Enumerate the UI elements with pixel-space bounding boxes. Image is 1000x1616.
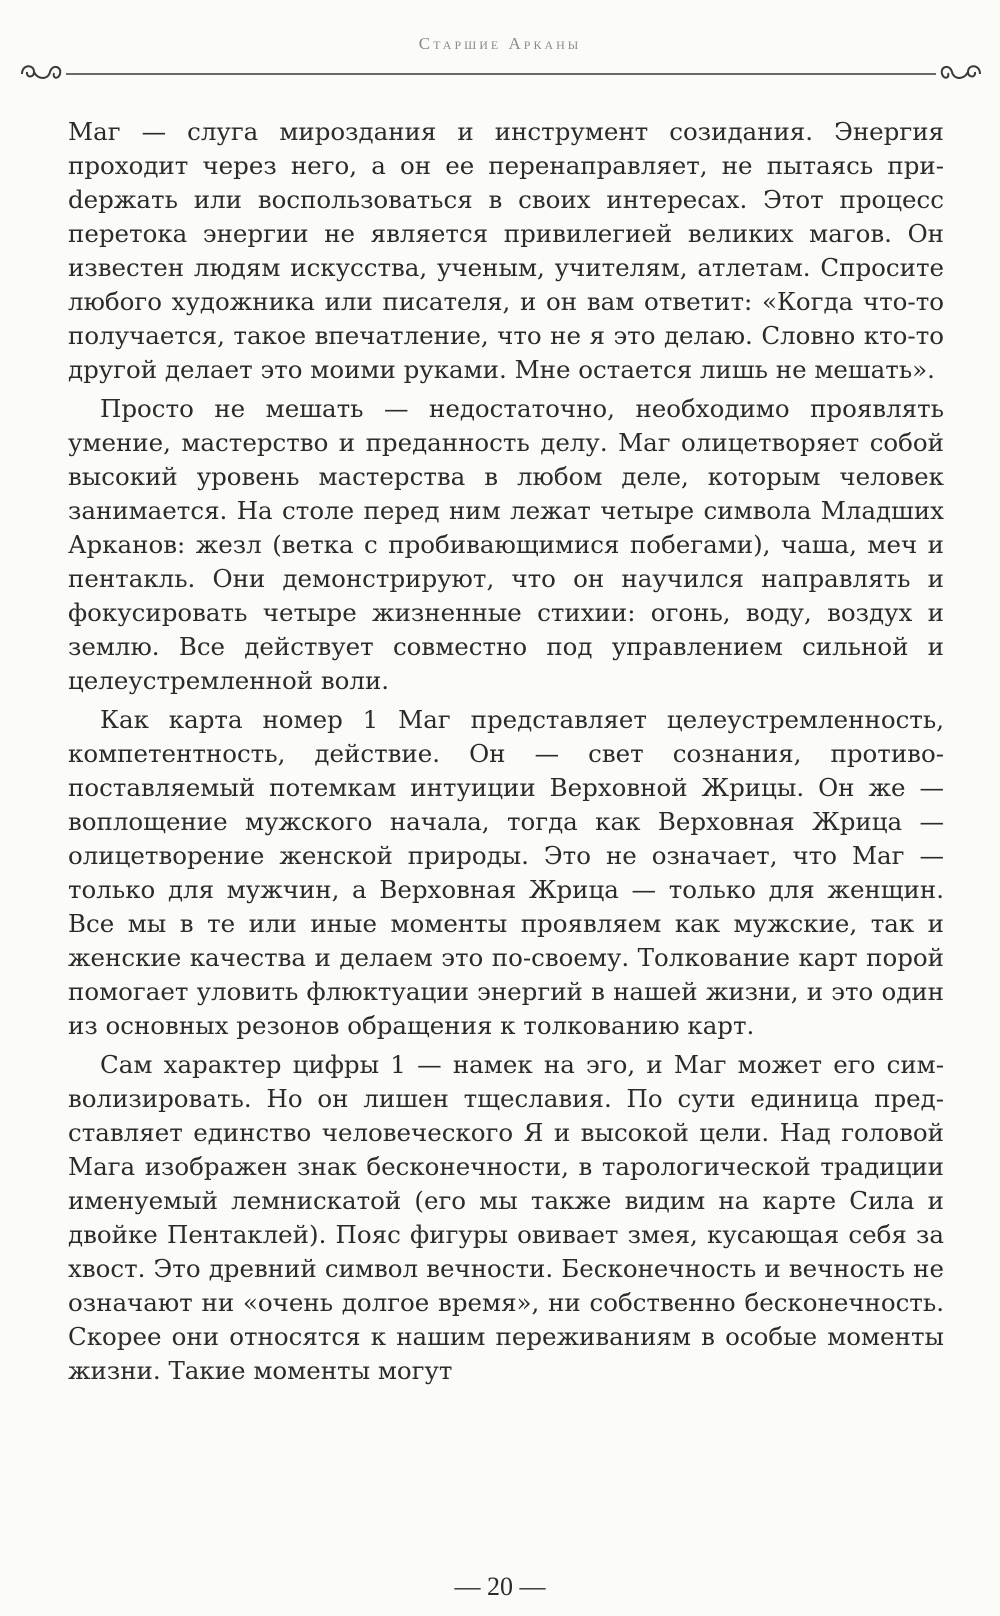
body-text bbox=[68, 115, 944, 1393]
left-swirl-ornament-icon bbox=[22, 66, 60, 78]
paragraph-2: Просто не мешать — недостаточно, необходимо проявлять умение, мастерство и преданность делу. Маг олицетворяет собой высокий уровень мастерства в любом деле, которым человек занимается. На столе перед ним лежат четыре символа Младших Арканов: жезл (ветка с пробивающимися побегами), чаша, меч и пентакль. Они демонстрируют, что он научился направлять и фокусировать четыре жизненные стихии: огонь, воду, воздух и землю. Все действует совместно под управлением сильной и целеустремленной воли. bbox=[68, 394, 944, 695]
paragraph-3: Как карта номер 1 Маг представляет целеустремленность, компетентность, действие. Он — свет сознания, противопоставляемый потемкам интуиции Верховной Жрицы. Он же — воплощение мужского начала, тогда как Верховная Жрица — олицетворение женской природы. Это не означает, что Маг — только для мужчин, а Верховная Жрица — только для женщин. Все мы в те или иные моменты проявляем как мужские, так и женские качества и делаем это по-своему. Толкование карт порой помогает уловить флюктуации энергий в нашей жизни, и это один из основных резонов обращения к толкованию карт. bbox=[68, 705, 944, 1040]
ornament-rule bbox=[18, 58, 984, 88]
running-title: Старшие Арканы bbox=[418, 34, 582, 53]
page-number: — 20 — bbox=[454, 1572, 546, 1601]
paragraph-4: Сам характер цифры 1 — намек на эго, и Маг может его символизировать. Но он лишен тщеславия. По сути единица представляет единство человеческого Я и высокой цели. Над головой Мага изображен знак бесконечности, в тарологической традиции именуемый лемнискатой (его мы также видим на карте Сила и двойке Пентаклей). Пояс фигуры овивает змея, кусающая себя за хвост. Это древний символ вечности. Бесконечность и вечность не означают ни «очень долгое время», ни собственно бесконечность. Скорее они относятся к нашим переживаниям в особые моменты жизни. Такие моменты могут bbox=[68, 1050, 944, 1385]
paragraph-1: Маг — слуга мироздания и инструмент созидания. Энергия проходит через него, а он ее перенаправляет, не пытаясь приdержать или воспользоваться в своих интересах. Этот процесс перетока энергии не является привилегией великих магов. Он известен людям искусства, ученым, учителям, атлетам. Спросите любого художника или писателя, и он вам ответит: «Когда что-то получается, такое впечатление, что не я это делаю. Словно кто-то другой делает это моими руками. Мне остается лишь не мешать». bbox=[68, 117, 944, 384]
right-swirl-ornament-icon bbox=[942, 66, 980, 78]
